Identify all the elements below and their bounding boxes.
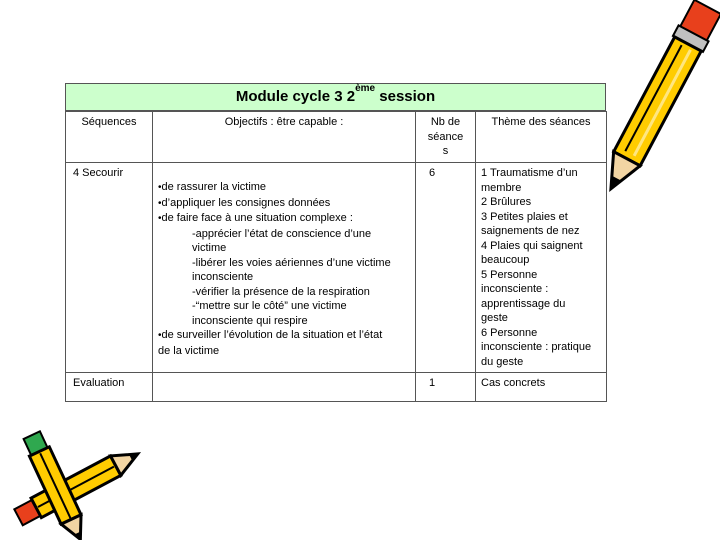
objectif-line — [158, 328, 410, 344]
theme-line: 4 Plaies qui saignent — [481, 239, 583, 252]
objectif-line — [158, 270, 410, 285]
objectif-text: -libérer les voies aériennes d’une victime — [192, 256, 391, 269]
sequence-cell: Evaluation — [66, 373, 153, 402]
objectif-text: -apprécier l’état de conscience d’une — [192, 227, 372, 240]
objectifs-cell — [153, 373, 416, 402]
bullet-icon: • — [158, 182, 162, 193]
objectif-text: de surveiller l’évolution de la situation et l’état — [161, 329, 383, 341]
title-suffix: session — [375, 88, 436, 105]
header-nb-seances — [416, 112, 476, 163]
objectif-line — [158, 285, 410, 300]
objectif-text: inconsciente qui respire — [192, 314, 308, 327]
title-superscript: ème — [355, 83, 376, 94]
bullet-icon: • — [158, 330, 162, 341]
bullet-icon: • — [158, 213, 162, 224]
objectif-line — [158, 196, 410, 212]
objectif-line — [158, 180, 410, 196]
header-nb-line: séance — [427, 130, 464, 143]
header-nb-line: Nb de — [430, 116, 461, 128]
theme-line: saignements de nez — [481, 225, 580, 237]
objectif-line — [158, 344, 410, 359]
table-row — [66, 163, 607, 373]
theme-line: beaucoup — [481, 254, 530, 266]
bullet-icon: • — [158, 197, 162, 209]
header-sequences: Séquences — [66, 112, 153, 163]
objectif-text: -“mettre sur le côté” une victime — [192, 300, 347, 312]
objectif-text: inconsciente — [192, 271, 254, 283]
theme-line: 5 Personne — [481, 268, 538, 281]
theme-line: inconsciente : — [481, 283, 549, 295]
objectifs-cell — [153, 163, 416, 373]
pencils-icon — [0, 430, 150, 540]
themes-list — [481, 166, 601, 369]
objectif-line — [158, 299, 410, 314]
objectif-text: -vérifier la présence de la respiration — [192, 285, 370, 298]
themes-cell: Cas concrets — [476, 373, 607, 402]
objectif-text: d’appliquer les consignes données — [161, 196, 331, 209]
objectif-line — [158, 211, 410, 227]
objectif-text: victime — [192, 242, 227, 254]
objectif-line — [158, 256, 410, 271]
module-title — [65, 83, 606, 111]
theme-line: 6 Personne — [481, 326, 538, 339]
objectif-line — [158, 227, 410, 242]
objectifs-list — [158, 180, 410, 358]
nb-seances-cell: 1 — [416, 373, 476, 402]
header-theme: Thème des séances — [476, 112, 607, 163]
objectif-text: de la victime — [158, 344, 220, 357]
theme-line: 3 Petites plaies et — [481, 210, 568, 223]
objectif-text: de faire face à une situation complexe : — [161, 212, 353, 224]
pencil-icon — [595, 0, 720, 200]
title-prefix: Module cycle 3 2 — [235, 88, 356, 105]
header-row — [66, 112, 607, 163]
objectif-text: de rassurer la victime — [161, 181, 267, 193]
theme-line: geste — [481, 312, 508, 324]
header-nb-line: s — [442, 145, 449, 157]
theme-line: 2 Brûlures — [481, 196, 532, 208]
theme-line: apprentissage du — [481, 297, 566, 310]
module-table — [65, 111, 607, 402]
theme-line: 1 Traumatisme d’un — [481, 167, 578, 179]
themes-cell — [476, 163, 607, 373]
sequence-cell: 4 Secourir — [66, 163, 153, 373]
nb-seances-cell: 6 — [416, 163, 476, 373]
table-row — [66, 373, 607, 402]
theme-line: membre — [481, 181, 522, 194]
theme-line: du geste — [481, 355, 524, 368]
objectif-line — [158, 241, 410, 256]
header-objectifs: Objectifs : être capable : — [153, 112, 416, 163]
objectif-line — [158, 314, 410, 329]
theme-line: inconsciente : pratique — [481, 341, 592, 353]
